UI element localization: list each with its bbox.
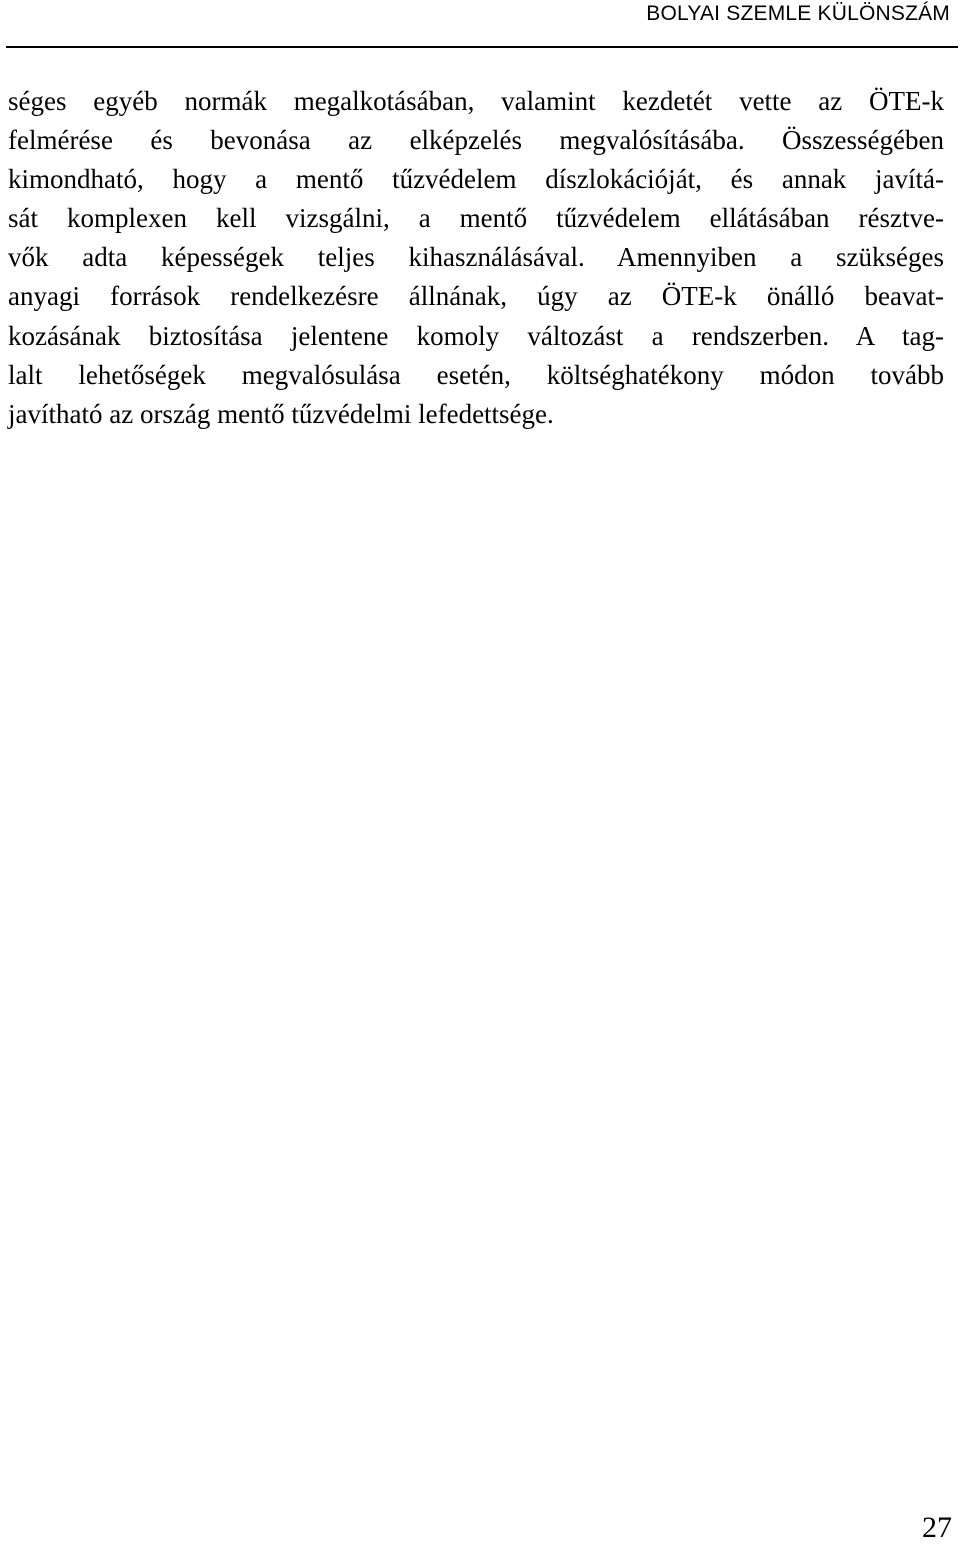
text-line: séges egyéb normák megalkotásában, valamint kezdetét vette az ÖTE-k bbox=[8, 86, 944, 116]
text-line: felmérése és bevonása az elképzelés megvalósításába. Összességében bbox=[8, 125, 944, 156]
text-line: javítható az ország mentő tűzvédelmi lefedettsége. bbox=[8, 398, 554, 429]
page-number: 27 bbox=[922, 1511, 952, 1544]
text-line: lalt lehetőségek megvalósulása esetén, költséghatékony módon tovább bbox=[8, 359, 944, 390]
text-line: kozásának biztosítása jelentene komoly változást a rendszerben. A tag- bbox=[8, 320, 944, 351]
text-line: vők adta képességek teljes kihasználásával. Amennyiben a szükséges bbox=[8, 242, 944, 273]
running-header: BOLYAI SZEMLE KÜLÖNSZÁM bbox=[646, 2, 950, 25]
body-paragraph bbox=[8, 82, 944, 434]
text-line: anyagi források rendelkezésre állnának, úgy az ÖTE-k önálló beavat- bbox=[8, 281, 944, 312]
header-rule bbox=[6, 46, 958, 48]
text-line: kimondható, hogy a mentő tűzvédelem díszlokációját, és annak javítá- bbox=[8, 164, 944, 195]
text-line: sát komplexen kell vizsgálni, a mentő tűzvédelem ellátásában résztve- bbox=[8, 203, 944, 234]
